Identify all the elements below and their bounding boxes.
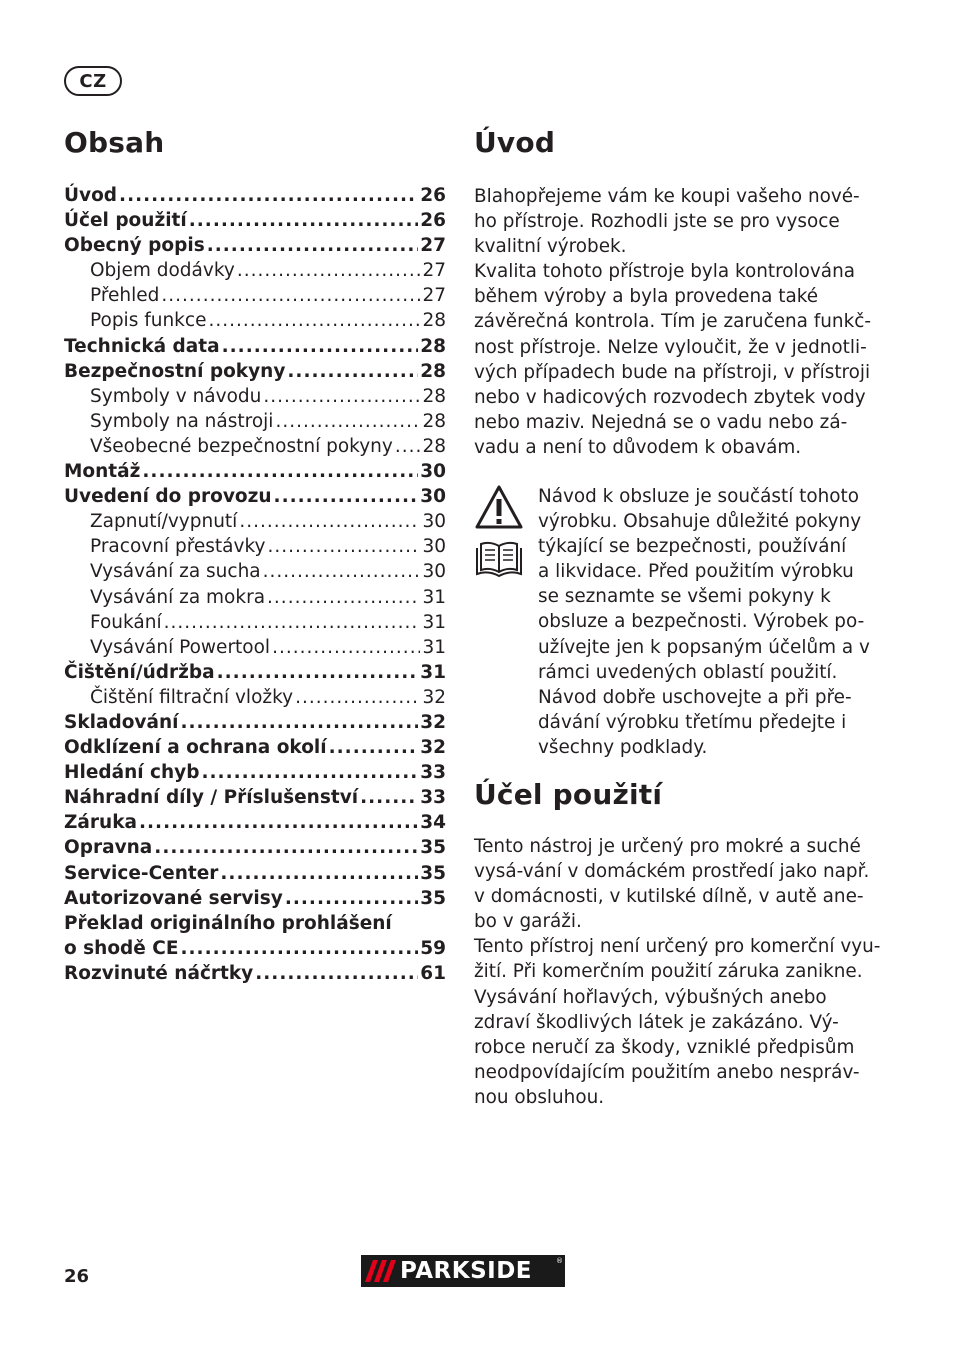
toc-leader-dots [287, 359, 418, 384]
toc-leader-dots [237, 258, 421, 283]
text-line: výrobku. Obsahuje důležité pokyny [538, 511, 862, 533]
table-of-contents [64, 183, 446, 986]
toc-entry-page: 31 [420, 661, 446, 683]
toc-entry-page: 35 [420, 837, 446, 859]
toc-leader-dots [360, 785, 418, 810]
toc-entry-title: Odklízení a ochrana okolí [64, 737, 327, 759]
toc-entry [64, 459, 446, 484]
toc-entry-title: Pracovní přestávky [90, 536, 266, 558]
toc-entry-title: Bezpečnostní pokyny [64, 360, 286, 382]
toc-entry-page: 27 [422, 260, 446, 282]
text-line: dávání výrobku třetímu předejte i [538, 711, 847, 733]
toc-entry-page: 33 [420, 787, 446, 809]
toc-entry-title: Rozvinuté náčrtky [64, 962, 254, 984]
toc-entry [64, 409, 446, 434]
toc-leader-dots [395, 434, 421, 459]
toc-leader-dots [119, 183, 418, 208]
toc-entry [64, 208, 446, 233]
toc-entry-page: 31 [422, 586, 446, 608]
toc-entry [64, 835, 446, 860]
toc-entry-page: 28 [420, 335, 446, 357]
text-line: obsluze a bezpečnosti. Výrobek po- [538, 611, 865, 633]
toc-entry [64, 861, 446, 886]
text-line: bo v garáži. [474, 911, 582, 933]
toc-leader-dots [329, 735, 419, 760]
text-line: Návod k obsluze je součástí tohoto [538, 486, 859, 507]
toc-entry [64, 685, 446, 710]
text-line: týkající se bezpečnosti, používání [538, 536, 847, 558]
toc-entry-page: 30 [422, 561, 446, 583]
toc-leader-dots [263, 384, 420, 409]
toc-leader-dots [255, 961, 418, 986]
toc-entry [64, 635, 446, 660]
toc-entry-title: Popis funkce [90, 310, 207, 332]
toc-entry-title: Symboly na nástroji [90, 410, 274, 432]
toc-entry-title: Náhradní díly / Příslušenství [64, 787, 359, 809]
toc-leader-dots [164, 610, 421, 635]
toc-entry-page: 35 [420, 862, 446, 884]
toc-entry-page: 30 [422, 511, 446, 533]
logo-registered-mark: ® [556, 1257, 563, 1265]
text-line: a likvidace. Před použitím výrobku [538, 561, 854, 583]
toc-entry [64, 233, 446, 258]
text-line: Vysávání hořlavých, výbušných anebo [474, 986, 827, 1008]
parkside-logo [361, 1255, 565, 1287]
text-line: žití. Při komerčním použití záruka zanikne. [474, 961, 863, 983]
toc-leader-dots [239, 509, 420, 534]
ucel-heading: Účel použití [474, 778, 663, 811]
toc-entry [64, 509, 446, 534]
ucel-paragraph [474, 834, 880, 1110]
text-line: nou obsluhou. [474, 1086, 605, 1108]
text-line: závěrečná kontrola. Tím je zaručena funkč- [474, 311, 871, 333]
toc-entry-title: Vysávání za mokra [90, 586, 266, 608]
toc-entry [64, 359, 446, 384]
toc-entry [64, 785, 446, 810]
toc-entry [64, 735, 446, 760]
toc-entry [64, 710, 446, 735]
toc-entry-page: 26 [420, 210, 446, 232]
toc-entry [64, 936, 446, 961]
text-line: se seznamte se všemi pokyny k [538, 586, 831, 608]
toc-leader-dots [180, 710, 418, 735]
toc-entry [64, 810, 446, 835]
toc-leader-dots [274, 484, 419, 509]
toc-entry-page: 61 [420, 962, 446, 984]
toc-entry-title: Uvedení do provozu [64, 486, 272, 508]
toc-entry-page: 32 [422, 686, 446, 708]
toc-leader-dots [272, 635, 420, 660]
toc-entry-page: 28 [420, 360, 446, 382]
toc-leader-dots [161, 283, 420, 308]
toc-entry [64, 308, 446, 333]
text-line: zdraví škodlivých látek je zakázáno. Vý- [474, 1011, 839, 1033]
text-line: Tento přístroj není určený pro komerční vyu- [474, 936, 881, 958]
toc-entry-title: Zapnutí/vypnutí [90, 511, 238, 533]
toc-entry-page: 28 [422, 385, 446, 407]
toc-entry [64, 886, 446, 911]
toc-leader-dots [139, 810, 418, 835]
toc-entry-title: Autorizované servisy [64, 887, 283, 909]
toc-entry [64, 183, 446, 208]
toc-entry-title: Čištění/údržba [64, 661, 215, 683]
toc-entry-page: 33 [420, 762, 446, 784]
toc-entry-title: Opravna [64, 837, 153, 859]
toc-entry [64, 283, 446, 308]
toc-entry-page: 59 [420, 937, 446, 959]
toc-entry-page: 30 [422, 536, 446, 558]
toc-entry-title: o shodě CE [64, 937, 179, 959]
toc-entry [64, 559, 446, 584]
toc-entry-page: 34 [420, 812, 446, 834]
language-badge: CZ [64, 66, 122, 96]
toc-entry-page: 35 [420, 887, 446, 909]
open-book-icon [474, 540, 524, 580]
toc-entry [64, 384, 446, 409]
toc-heading: Obsah [64, 126, 165, 159]
safety-notice-paragraph [538, 484, 870, 760]
toc-entry-title: Skladování [64, 711, 179, 733]
toc-entry-title: Všeobecné bezpečnostní pokyny [90, 435, 393, 457]
toc-entry [64, 610, 446, 635]
text-line: Tento nástroj je určený pro mokré a suché [474, 836, 861, 857]
toc-entry [64, 585, 446, 610]
uvod-heading: Úvod [474, 126, 556, 159]
toc-entry-title: Překlad originálního prohlášení [64, 912, 392, 934]
text-line: neodpovídajícím použitím anebo nespráv- [474, 1061, 860, 1083]
text-line: všechny podklady. [538, 736, 708, 758]
toc-leader-dots [217, 660, 419, 685]
toc-entry-title: Symboly v návodu [90, 385, 262, 407]
toc-leader-dots [267, 534, 420, 559]
text-line: nost přístroje. Nelze vyloučit, že v jednotli- [474, 336, 867, 358]
toc-entry-page: 28 [422, 310, 446, 332]
toc-entry-page: 31 [422, 611, 446, 633]
toc-entry-title: Úvod [64, 185, 118, 206]
toc-entry-title: Objem dodávky [90, 260, 235, 282]
toc-leader-dots [154, 835, 418, 860]
uvod-paragraph [474, 184, 871, 460]
toc-leader-dots [207, 233, 419, 258]
toc-entry-page: 30 [420, 486, 446, 508]
toc-entry [64, 961, 446, 986]
toc-entry-page: 27 [420, 235, 446, 257]
toc-entry-page: 27 [422, 285, 446, 307]
text-line: užívejte jen k popsaným účelům a v [538, 636, 870, 658]
text-line: vysá-vání v domáckém prostředí jako např. [474, 861, 870, 883]
text-line: kvalitní výrobek. [474, 236, 627, 258]
toc-entry-title: Service-Center [64, 862, 219, 884]
text-line: nebo maziv. Nejedná se o vadu nebo zá- [474, 411, 848, 433]
toc-entry-page: 32 [420, 711, 446, 733]
toc-entry-title: Účel použití [64, 210, 187, 232]
page-number: 26 [64, 1266, 90, 1287]
toc-leader-dots [275, 409, 420, 434]
toc-entry-title: Technická data [64, 335, 220, 357]
logo-text: PARKSIDE [400, 1258, 533, 1284]
toc-entry-title: Montáž [64, 461, 141, 483]
toc-entry [64, 334, 446, 359]
toc-leader-dots [295, 685, 420, 710]
toc-leader-dots [222, 334, 419, 359]
toc-entry [64, 434, 446, 459]
toc-entry-page: 26 [420, 185, 446, 206]
text-line: během výroby a byla provedena také [474, 286, 819, 308]
toc-entry-page: 28 [422, 435, 446, 457]
toc-entry-page: 32 [420, 737, 446, 759]
toc-leader-dots [208, 308, 420, 333]
toc-entry-title: Obecný popis [64, 235, 205, 257]
warning-triangle-icon [474, 484, 524, 530]
text-line: v domácnosti, v kutilské dílně, v autě ane- [474, 886, 864, 908]
text-line: ho přístroje. Rozhodli jste se pro vysoce [474, 211, 840, 233]
toc-entry [64, 484, 446, 509]
toc-entry-page: 28 [422, 410, 446, 432]
text-line: vadu a není to důvodem k obavám. [474, 436, 802, 458]
toc-entry-title: Záruka [64, 812, 137, 834]
text-line: rámci uvedených oblastí použití. [538, 661, 838, 683]
toc-leader-dots [263, 559, 421, 584]
toc-entry-page: 30 [420, 461, 446, 483]
toc-entry-title: Čištění filtrační vložky [90, 686, 294, 708]
toc-entry [64, 534, 446, 559]
toc-entry [64, 258, 446, 283]
toc-entry-page: 31 [422, 636, 446, 658]
toc-leader-dots [285, 886, 418, 911]
text-line: Kvalita tohoto přístroje byla kontrolována [474, 261, 855, 283]
toc-entry-title: Hledání chyb [64, 762, 200, 784]
logo-stripes [369, 1260, 392, 1282]
toc-leader-dots [220, 861, 418, 886]
toc-leader-dots [189, 208, 419, 233]
text-line: nebo v hadicových rozvodech zbytek vody [474, 386, 866, 408]
toc-leader-dots [181, 936, 419, 961]
toc-entry-title: Vysávání Powertool [90, 636, 271, 658]
text-line: Blahopřejeme vám ke koupi vašeho nové- [474, 186, 860, 207]
toc-leader-dots [267, 585, 420, 610]
toc-entry [64, 911, 446, 936]
text-line: robce neručí za škody, vzniklé předpisům [474, 1036, 855, 1058]
toc-entry [64, 760, 446, 785]
toc-leader-dots [202, 760, 419, 785]
toc-entry-title: Přehled [90, 285, 160, 307]
toc-entry [64, 660, 446, 685]
toc-entry-title: Vysávání za sucha [90, 561, 261, 583]
toc-entry-title: Foukání [90, 611, 162, 633]
text-line: vých případech bude na přístroji, v přístroji [474, 361, 871, 383]
text-line: Návod dobře uschovejte a při pře- [538, 686, 852, 708]
toc-leader-dots [142, 459, 418, 484]
